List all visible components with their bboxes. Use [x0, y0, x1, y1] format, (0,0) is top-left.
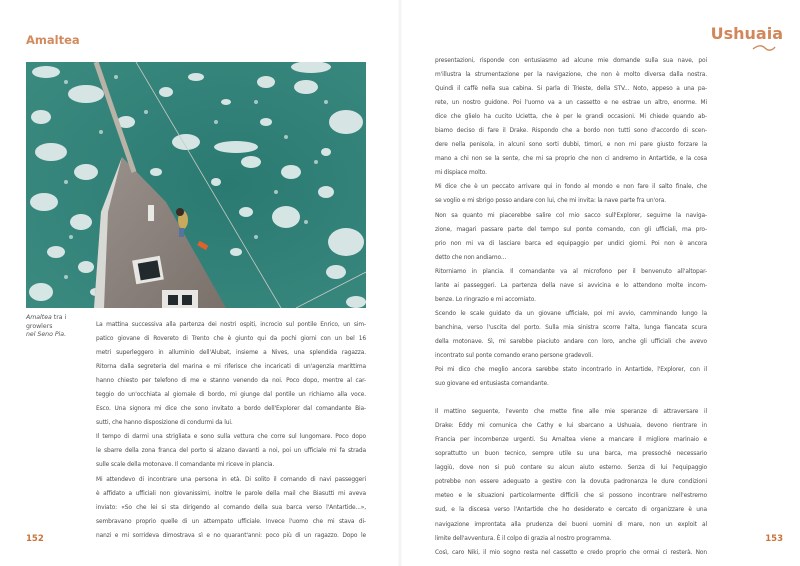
text-line: soprattutto un buon tecnico, sempre utile su una barca, ma pressoché necessario: [435, 449, 707, 458]
text-line: inviato: «So che lei si sta dirigendo al comando della sua barca verso l'Antartide...»,: [96, 502, 366, 511]
caption-text: tra i growlers: [26, 314, 67, 330]
text-line: dice che glielo ha cucito Ucietta, che è per le grandi occasioni. Mi chiede quando ab-: [435, 112, 707, 121]
body-text-right: [435, 53, 707, 559]
photo-caption: [26, 314, 90, 340]
text-line: sembravano proprio quelle di un attempato ufficiale. Invece l'uomo che mi stava di-: [96, 516, 366, 525]
running-head-left: Amaltea: [26, 33, 80, 47]
sailboat-ice-photo: [26, 62, 366, 308]
page-number-right: 153: [765, 534, 783, 544]
text-line: della motonave. Sì, mi sarebbe piaciuto andare con loro, anche gli ufficiali che avevo: [435, 336, 707, 345]
text-line: meteo e le situazioni particolarmente difficili che si possono incontrare nell'estremo: [435, 491, 707, 500]
text-line: prio non mi va di lasciare barca ed equipaggio per undici giorni. Poi non è ancora: [435, 238, 707, 247]
text-line: sutti, che hanno disposizione di condurmi da lui.: [96, 418, 233, 427]
text-line: Non sa quanto mi piacerebbe salire col mio sacco sull'Explorer, seguirne la naviga-: [435, 210, 707, 219]
photo-illustration: [26, 62, 366, 308]
text-line: metri superleggero in alluminio dell'Alubat, insieme a Nives, una splendida ragazza.: [96, 348, 366, 357]
text-line: Così, caro Niki, il mio sogno resta nel cassetto e credo proprio che ormai ci resterà. Non: [435, 547, 707, 556]
caption-location: nel Seno Pia.: [26, 331, 67, 339]
right-page: [400, 0, 800, 566]
text-line: biamo deciso di fare il Drake. Rispondo che a bordo non tutti sono d'accordo di scen-: [435, 126, 707, 135]
text-line: dere nella penisola, in alcuni sono sorti dubbi, timori, e non mi pare giusto forzare la: [435, 140, 707, 149]
page-number-left: 152: [26, 534, 44, 544]
text-line: Francia per incombenze urgenti. Su Amaltea viene a mancare il migliore marinaio e: [435, 435, 707, 444]
text-line: benze. Lo ringrazio e mi accomiato.: [435, 294, 536, 303]
text-line: Poi mi dico che meglio ancora sarebbe stato incontrarlo in Antartide, l'Explorer, con il: [435, 365, 707, 374]
text-line: Mi attendevo di incontrare una persona in età. Di solito il comando di navi passeggeri: [96, 474, 366, 483]
text-line: patico giovane di Rovereto di Trento che è giunto qui da pochi giorni con un bel 16: [96, 334, 366, 343]
text-line: Mi dice che è un peccato arrivare qui in fondo al mondo e non fare il salto finale, che: [435, 182, 707, 191]
text-line: nanzi e mi sorrideva dimostrava sì e no quarant'anni: poco più di un ragazzo. Dopo le: [96, 530, 366, 539]
text-line: mano a chi non se la sente, che mi sa proprio che non ci andremo in Antartide, e la cosa: [435, 154, 707, 163]
body-text-left: [96, 317, 366, 542]
text-line: lante ai passeggeri. La partenza della nave si avvicina e lo attendono molte incom-: [435, 280, 707, 289]
text-line: Il tempo di darmi una strigliata e sono sulla vettura che corre sul lungomare. Poco dopo: [96, 432, 366, 441]
text-line: Scendo le scale guidato da un giovane ufficiale, poi mi avvio, camminando lungo la: [435, 308, 707, 317]
text-line: Il mattino seguente, l'evento che mette fine alle mie speranze di attraversare il: [435, 407, 707, 416]
text-line: rete, un nostro guidone. Poi l'uomo va a un cassetto e ne estrae un altro, enorme. Mi: [435, 98, 707, 107]
text-line: sulle scale della motonave. Il comandante mi riceve in plancia.: [96, 460, 275, 469]
running-head-right: Ushuaia: [710, 24, 783, 43]
text-line: navigazione improntata alla prudenza dei buoni uomini di mare, non un exploit al: [435, 519, 707, 528]
text-line: sud, e la discesa verso l'Antartide che ho desiderato e cercato di organizzare è una: [435, 505, 707, 514]
text-line: incontrato sul ponte comando erano persone gradevoli.: [435, 350, 593, 359]
text-line: zione, magari passare parte del tempo sul ponte comando, con gli ufficiali, ma pro-: [435, 224, 707, 233]
text-line: La mattina successiva alla partenza dei nostri ospiti, incrocio sul pontile Enrico, un sim-: [96, 320, 366, 328]
text-line: le sbarre della zona franca del porto si alzano davanti a noi, poi un ufficiale mi fa strada: [96, 446, 366, 455]
text-line: detto che non andiamo...: [435, 252, 507, 261]
text-line: m'illustra la strumentazione per la navigazione, che non è molto diversa dalla nostra.: [435, 70, 707, 79]
text-line: hanno chiesto per telefono di me e stanno venendo da noi. Poco dopo, mentre al car-: [96, 376, 366, 385]
text-line: banchina, verso l'uscita del porto. Sulla mia sinistra scorre l'alta, lunga fiancata scura: [435, 322, 707, 331]
text-line: Drake: Eddy mi comunica che Cathy e lui sbarcano a Ushuaia, devono rientrare in: [435, 421, 707, 430]
text-line: se voglio e mi sbrigo posso andare con lui, che mi invita: la nave parte fra un'ora.: [435, 196, 667, 205]
text-line: limite dell'avventura. È il colpo di grazia al nostro programma.: [435, 533, 612, 542]
text-line: Ritorna dalla segreteria del marina e mi riferisce che incaricati di un'agenzia marittima: [96, 362, 366, 371]
wave-ornament-icon: [752, 44, 776, 52]
text-line: Ritorniamo in plancia. Il comandante va al microfono per il benvenuto all'altopar-: [435, 266, 707, 275]
text-line: Quindi il caffè nella sua cabina. Si parla di Trieste, della STV... Noto, appeso a una pa-: [435, 84, 707, 93]
text-line: mi dispiace molto.: [435, 168, 487, 177]
text-line: teggio do un'occhiata al giornale di bordo, mi giunge dal pontile un richiamo alla voce.: [96, 390, 366, 399]
text-line: Esco. Una signora mi dice che sono invitato a bordo dell'Explorer dal comandante Bia-: [96, 404, 366, 413]
text-line: potrebbe non essere adeguato a gestire con la dovuta padronanza le dure condizioni: [435, 477, 707, 486]
text-line: laggiù, dove non si può contare su alcun aiuto esterno. Senza di lui l'equipaggio: [435, 463, 707, 472]
text-line: è affidato a ufficiali non giovanissimi, inoltre le parole della mail che Biasutti mi aveva: [96, 488, 366, 497]
text-line: suo giovane ed entusiasta comandante.: [435, 379, 549, 388]
caption-boat-name: Amaltea: [26, 314, 52, 321]
text-line: presentazioni, risponde con entusiasmo ad alcune mie domande sulla sua nave, poi: [435, 56, 707, 64]
